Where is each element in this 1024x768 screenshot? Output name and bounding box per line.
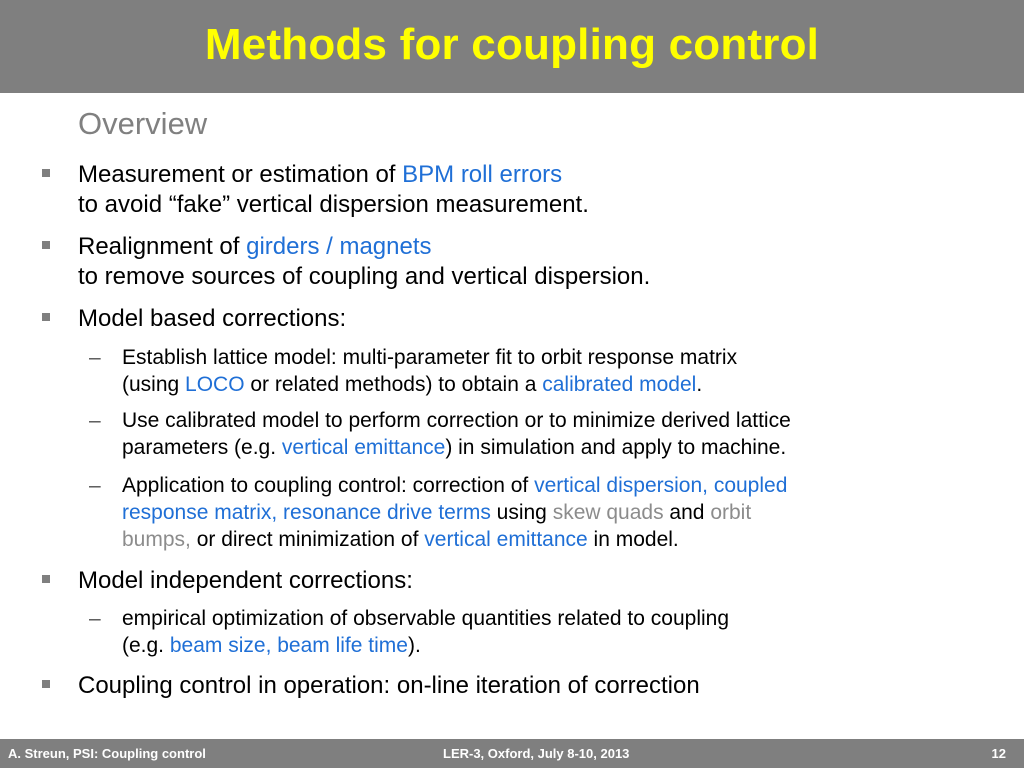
sub-bullet-text: Establish lattice model: multi-parameter fit to orbit response matrix (122, 346, 738, 369)
dash-bullet-icon: – (89, 607, 101, 630)
bullet-item-operation (78, 671, 700, 701)
slide-subtitle: Overview (78, 106, 208, 141)
bullet-text: Realignment of (78, 233, 247, 260)
sub-bullet-text: . (696, 373, 703, 396)
bullet-text: Measurement or estimation of (78, 161, 403, 188)
bullet-text: Model based corrections: (78, 305, 347, 332)
bullet-item-model-based (78, 304, 346, 334)
sub-bullet-text: Use calibrated model to perform correction or to minimize derived lattice (122, 409, 791, 432)
sub-bullet-empirical (89, 605, 730, 659)
bullet-text: Coupling control in operation: on-line iteration of correction (78, 672, 700, 699)
sub-bullet-application (89, 472, 788, 553)
gray-highlight-text: skew quads (552, 501, 664, 524)
footer-author: A. Streun, PSI: Coupling control (8, 746, 206, 761)
dash-bullet-icon: – (89, 346, 101, 369)
highlight-text: girders / magnets (246, 233, 432, 260)
gray-highlight-text: orbit (710, 501, 752, 524)
sub-bullet-lattice-model (89, 344, 738, 398)
sub-bullet-text: in model. (587, 528, 679, 551)
sub-bullet-text: empirical optimization of observable quantities related to coupling (122, 607, 730, 630)
bullet-item-model-independent (78, 566, 413, 596)
sub-bullet-text: using (490, 501, 553, 524)
title-bar (0, 0, 1024, 93)
sub-bullet-text: or related methods) to obtain a (244, 373, 543, 396)
bullet-text-continued: to avoid “fake” vertical dispersion measurement. (78, 191, 589, 218)
sub-bullet-text: (using (122, 373, 186, 396)
footer-bar (0, 739, 1024, 768)
highlight-text: vertical emittance (424, 528, 588, 551)
sub-bullet-text: and (663, 501, 711, 524)
sub-bullet-calibrated-model (89, 407, 791, 461)
bullet-item-realignment (78, 232, 650, 292)
square-bullet-icon (42, 680, 50, 688)
sub-bullet-text: (e.g. (122, 634, 170, 657)
sub-bullet-text: Application to coupling control: correction of (122, 474, 535, 497)
sub-bullet-text: parameters (e.g. (122, 436, 282, 459)
sub-bullet-line (122, 371, 737, 398)
bullet-text: Model independent corrections: (78, 567, 413, 594)
square-bullet-icon (42, 241, 50, 249)
bullet-line (78, 232, 650, 262)
page-number: 12 (991, 746, 1006, 761)
highlight-text: vertical dispersion, coupled (534, 474, 788, 497)
bullet-text-continued: to remove sources of coupling and vertical dispersion. (78, 263, 651, 290)
slide-title: Methods for coupling control (204, 19, 820, 69)
sub-bullet-text: or direct minimization of (190, 528, 425, 551)
sub-bullet-line (122, 472, 787, 499)
bullet-item-bpm-roll (78, 160, 589, 220)
bullet-line (78, 160, 589, 190)
gray-highlight-text: bumps, (122, 528, 191, 551)
highlight-text: beam size, beam life time (169, 634, 408, 657)
square-bullet-icon (42, 313, 50, 321)
highlight-text: LOCO (185, 373, 245, 396)
sub-bullet-line (122, 526, 787, 553)
dash-bullet-icon: – (89, 474, 101, 497)
highlight-text: calibrated model (542, 373, 697, 396)
highlight-text: vertical emittance (281, 436, 446, 459)
highlight-text: response matrix, resonance drive terms (122, 501, 491, 524)
dash-bullet-icon: – (89, 409, 101, 432)
highlight-text: BPM roll errors (402, 161, 563, 188)
sub-bullet-line (122, 632, 729, 659)
square-bullet-icon (42, 575, 50, 583)
square-bullet-icon (42, 169, 50, 177)
sub-bullet-line (122, 499, 787, 526)
footer-conference: LER-3, Oxford, July 8-10, 2013 (443, 746, 630, 761)
sub-bullet-line (122, 434, 791, 461)
sub-bullet-text: ). (407, 634, 421, 657)
sub-bullet-text: ) in simulation and apply to machine. (445, 436, 787, 459)
